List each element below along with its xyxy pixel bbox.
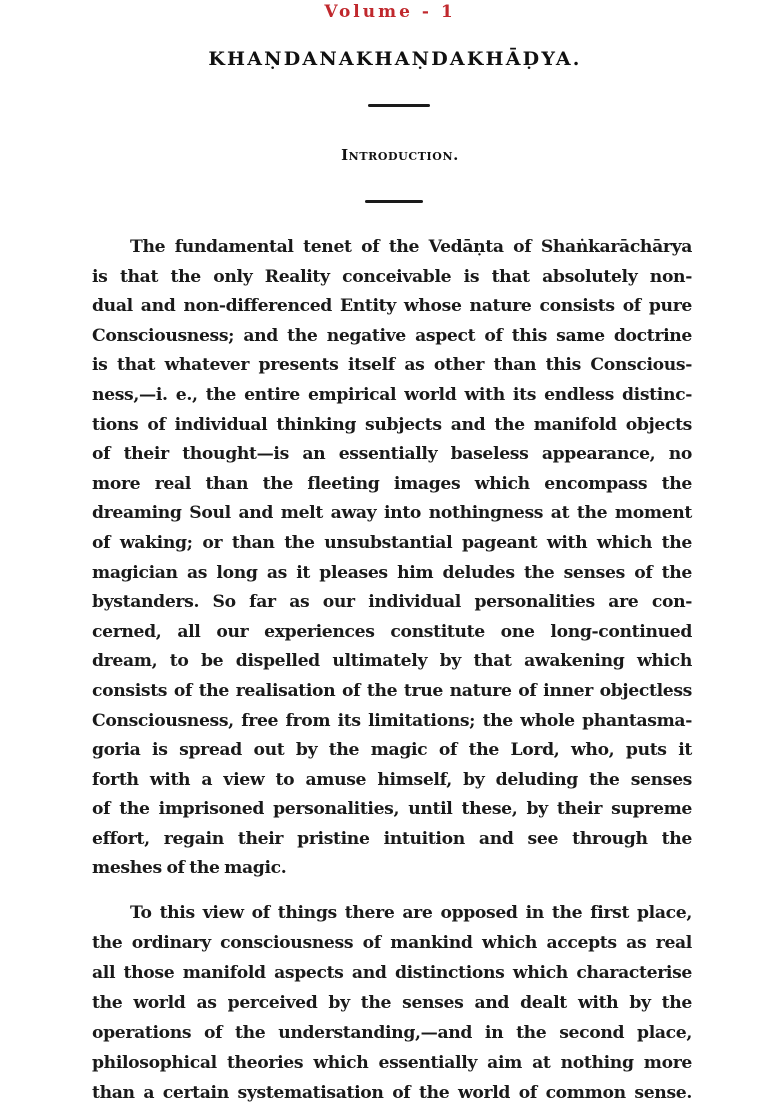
text-line: operations of the understanding,—and in the second place, [92, 1023, 692, 1043]
title-divider-rule [368, 104, 430, 107]
text-line: philosophical theories which essentially aim at nothing more [92, 1053, 692, 1073]
text-line: than a certain systematisation of the world of common sense. [92, 1083, 692, 1103]
paragraph-1 [92, 233, 692, 884]
text-line: dual and non-differenced Entity whose nature consists of pure [92, 296, 692, 317]
text-line: The fundamental tenet of the Vedāṇta of Shaṅkarāchārya [130, 237, 692, 257]
text-line: ness,—i. e., the entire empirical world with its endless distinc- [92, 384, 692, 405]
text-line: Consciousness, free from its limitations; the whole phantasma- [92, 710, 692, 731]
text-line: cerned, all our experiences constitute one long-continued [92, 621, 692, 642]
text-line: effort, regain their pristine intuition and see through the [92, 828, 692, 849]
book-title: KHAṆDANAKHAṆDAKHĀḌYA. [208, 48, 582, 70]
text-line: consists of the realisation of the true nature of inner objectless [92, 680, 692, 701]
heading-divider-rule [365, 200, 423, 203]
text-line: the world as perceived by the senses and dealt with by the [92, 993, 692, 1013]
text-line: is that the only Reality conceivable is that absolutely non- [92, 266, 692, 287]
text-line: forth with a view to amuse himself, by deluding the senses [92, 769, 692, 790]
text-line: dream, to be dispelled ultimately by that awakening which [92, 651, 692, 672]
text-line: meshes of the magic. [92, 858, 287, 879]
text-line: To this view of things there are opposed in the first place, [130, 903, 692, 923]
text-line: tions of individual thinking subjects and the manifold objects [92, 414, 692, 435]
text-line: of the imprisoned personalities, until these, by their supreme [92, 799, 692, 820]
text-line: dreaming Soul and melt away into nothingness at the moment [92, 503, 692, 524]
text-line: magician as long as it pleases him deludes the senses of the [92, 562, 692, 583]
text-line: bystanders. So far as our individual personalities are con- [92, 592, 692, 613]
section-heading: Introduction. [341, 146, 459, 164]
text-line: all those manifold aspects and distinctions which characterise [92, 963, 692, 983]
text-line: more real than the fleeting images which encompass the [92, 473, 692, 494]
text-line: goria is spread out by the magic of the Lord, who, puts it [92, 740, 692, 761]
text-line: of waking; or than the unsubstantial pageant with which the [92, 532, 692, 553]
text-line: of their thought—is an essentially baseless appearance, no [92, 444, 692, 465]
text-line: is that whatever presents itself as other than this Conscious- [92, 355, 692, 376]
text-line: Consciousness; and the negative aspect of this same doctrine [92, 325, 692, 346]
volume-label: Volume - 1 [324, 2, 456, 22]
text-line: the ordinary consciousness of mankind which accepts as real [92, 933, 692, 953]
paragraph-2 [92, 898, 692, 1108]
